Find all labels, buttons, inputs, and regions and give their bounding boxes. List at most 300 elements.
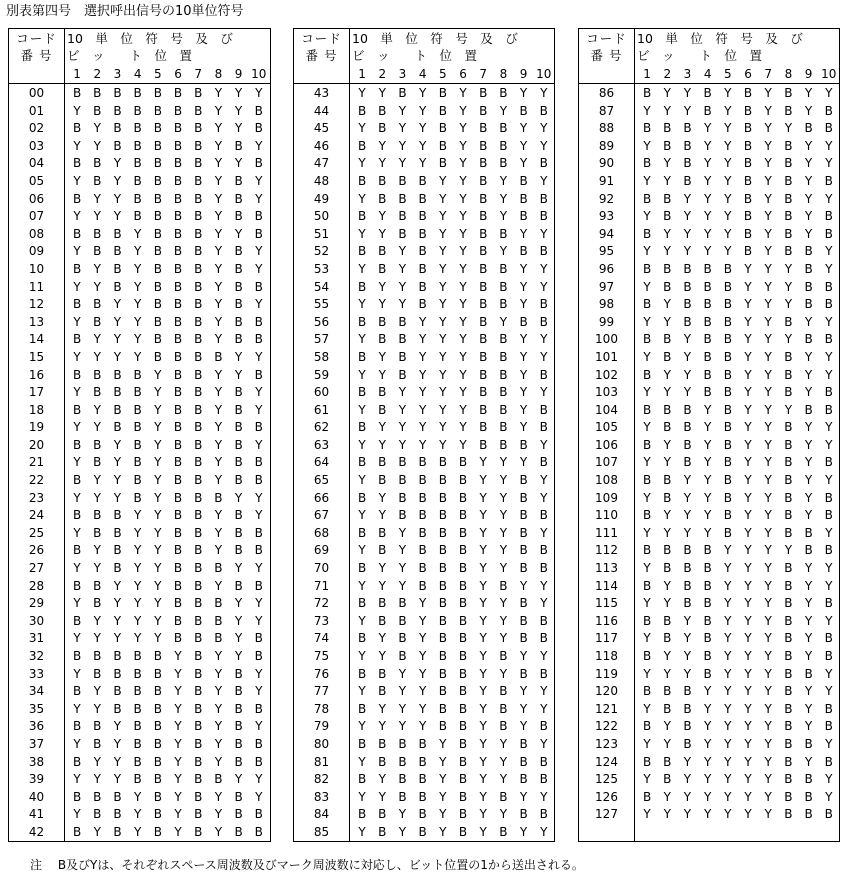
table-row [579,736,839,754]
bit-value: Y [744,543,752,558]
code-number: 90 [598,156,615,171]
table-row [579,454,839,472]
bit-value: Y [154,631,162,646]
bit-value: B [784,226,793,241]
bit-value: Y [744,297,752,312]
bit-value: Y [479,807,487,822]
bit-sequence [67,595,269,613]
code-number: 30 [28,613,45,628]
bit-value: Y [663,525,671,540]
bit-value: Y [643,561,651,576]
bit-value: Y [133,226,142,241]
code-number: 00 [28,86,45,100]
table-row [294,701,554,719]
bit-value: Y [398,279,407,294]
bit-sequence [67,437,269,455]
bit-value: Y [73,103,81,118]
bit-value: Y [499,191,508,206]
bit-value: B [683,173,692,188]
code-number: 94 [598,226,615,241]
bit-value: B [703,385,712,400]
bit-sequence [67,630,269,648]
code-number: 60 [313,385,330,400]
table-row [9,191,270,209]
bit-value: Y [804,191,813,206]
bit-value: B [194,666,203,681]
bit-value: Y [499,244,508,259]
bit-value: Y [479,772,487,787]
bit-value: B [72,543,82,558]
code-header-line2: 番 号 [20,48,53,63]
bit-sequence [67,824,269,842]
bit-value: B [438,578,447,593]
code-number: 83 [313,789,330,804]
bit-sequence [67,490,269,508]
bit-value: Y [784,261,793,276]
bit-value: Y [214,86,223,100]
bit-value: B [133,103,142,118]
bit-value: Y [744,789,752,804]
bit-value: B [378,473,387,488]
bit-value: Y [214,473,223,488]
bit-value: B [173,578,183,593]
bit-value: B [824,719,833,734]
bit-value: B [824,297,833,312]
bit-value: Y [764,385,772,400]
bit-sequence [352,824,554,842]
bit-value: B [539,367,548,382]
bit-value: Y [378,279,386,294]
code-number: 84 [313,807,330,822]
bit-sequence [67,155,269,173]
bit-value: B [254,332,263,347]
bit-sequence [352,595,554,613]
bit-value: B [458,754,468,769]
bit-value: Y [519,649,528,663]
bit-value: Y [519,226,528,241]
bit-value: Y [255,261,263,276]
table-row [579,578,839,596]
bit-value: Y [683,807,692,822]
bit-value: B [173,226,183,241]
bit-value: B [642,191,652,206]
bit-value: Y [255,86,263,100]
bit-value: B [133,719,142,734]
bit-sequence [67,666,269,684]
bit-value: Y [540,332,548,347]
bit-value: B [378,754,387,769]
bit-value: B [539,402,548,417]
bit-position-number: 8 [499,67,508,81]
bit-value: Y [804,314,813,329]
code-number: 38 [28,754,45,769]
bit-value: Y [113,332,122,347]
bit-value: B [683,156,692,171]
bit-value: B [194,754,203,769]
bit-value: Y [73,736,81,751]
bit-value: B [234,754,243,769]
code-number: 52 [313,244,330,259]
bit-value: Y [255,596,263,611]
bit-position-number: 5 [154,67,162,81]
bit-value: Y [804,156,813,171]
bit-value: Y [804,367,813,382]
bit-value: B [519,473,528,488]
bit-value: Y [133,613,142,628]
bit-value: B [723,261,732,276]
bit-value: B [113,226,122,241]
bit-value: B [234,508,243,523]
code-header-line1: コード [16,31,57,46]
bit-value: B [804,121,813,136]
bit-value: B [113,279,122,294]
bit-value: Y [703,173,712,188]
bit-value: B [153,103,162,118]
bit-value: B [784,191,793,206]
bit-value: Y [540,349,548,364]
bit-value: B [824,701,833,716]
bit-value: B [519,736,528,751]
bit-value: B [173,543,183,558]
bit-value: B [357,631,367,646]
bit-position-header [352,30,554,64]
bit-value: B [113,701,122,716]
bit-value: Y [683,649,692,663]
code-table-block-1 [8,28,271,842]
bit-value: Y [703,772,712,787]
bit-value: Y [133,596,142,611]
bit-value: B [153,666,162,681]
bit-value: Y [234,561,243,576]
bit-value: B [418,490,427,505]
bit-value: Y [459,349,467,364]
bit-value: Y [133,543,142,558]
bit-value: B [173,314,183,329]
code-number: 14 [28,332,45,347]
bit-value: Y [643,525,651,540]
code-number: 18 [28,402,45,417]
bit-value: B [194,543,203,558]
code-number: 118 [595,649,618,663]
bit-value: Y [784,402,793,417]
bit-value: B [72,473,82,488]
bit-value: B [438,103,447,118]
bit-value: B [398,332,407,347]
bit-value: B [173,367,183,382]
bit-value: Y [825,420,833,435]
bit-value: Y [540,138,548,153]
bit-value: Y [499,543,508,558]
bit-value: Y [663,385,671,400]
bit-value: B [824,596,833,611]
bit-value: Y [133,297,142,312]
bit-value: Y [214,455,223,470]
bit-value: B [784,684,793,699]
bit-sequence [637,454,839,472]
bit-value: Y [479,578,487,593]
bit-value: Y [703,719,712,734]
bit-value: B [398,772,407,787]
bit-sequence [352,155,554,173]
bit-value: Y [73,807,81,822]
bit-value: B [113,684,122,699]
bit-value: Y [439,824,447,839]
bit-value: Y [825,156,833,171]
bit-value: Y [398,701,407,716]
bit-value: B [234,402,243,417]
code-number: 88 [598,121,615,136]
bit-value: Y [703,490,712,505]
bit-value: Y [398,261,407,276]
table-row [9,472,270,490]
code-number: 06 [28,191,45,206]
table-row [9,789,270,807]
bit-value: Y [724,226,732,241]
bit-value: B [663,420,672,435]
bit-sequence [352,261,554,279]
bit-value: B [458,701,468,716]
bit-value: B [418,736,427,751]
bit-value: Y [214,121,223,136]
bit-sequence [67,736,269,754]
bit-value: B [784,666,793,681]
bit-sequence [352,771,554,789]
bit-value: B [378,455,387,470]
bit-value: Y [683,385,692,400]
bit-value: B [703,561,712,576]
bit-value: B [173,473,183,488]
bit-value: Y [499,736,508,751]
bit-value: B [214,613,223,628]
bit-value: Y [744,754,752,769]
bit-value: B [133,138,142,153]
bit-value: Y [113,754,122,769]
table-row [579,437,839,455]
bit-value: B [254,543,263,558]
bit-sequence [352,806,554,824]
bit-value: Y [113,297,122,312]
bit-value: B [824,490,833,505]
bit-value: B [153,279,162,294]
table-row [579,613,839,631]
bit-value: Y [764,314,772,329]
bit-value: B [398,455,407,470]
table-row [294,349,554,367]
bit-value: Y [439,261,447,276]
bit-position-numbers [67,67,269,82]
bit-value: Y [439,349,447,364]
bit-value: B [499,649,508,663]
bit-sequence [352,437,554,455]
table-row [294,296,554,314]
bit-value: B [458,473,468,488]
table-row [294,120,554,138]
bit-value: Y [804,173,813,188]
bit-value: Y [804,561,813,576]
bit-value: B [234,209,243,224]
bit-value: Y [174,666,182,681]
bit-value: B [743,226,753,241]
bit-value: Y [154,473,162,488]
bit-value: Y [744,261,752,276]
bit-value: B [539,807,548,822]
bit-value: B [703,543,712,558]
code-number: 114 [595,578,618,593]
code-number: 40 [28,789,45,804]
bit-value: B [398,226,407,241]
bit-value: Y [358,437,366,452]
bit-value: Y [724,543,732,558]
bit-value: Y [113,209,122,224]
bit-value: Y [398,666,407,681]
bit-value: Y [398,244,407,259]
bit-value: Y [113,156,122,171]
bit-value: Y [703,191,712,206]
bit-value: B [133,684,142,699]
bit-value: B [378,173,387,188]
bit-value: B [398,754,407,769]
code-number: 13 [28,314,45,329]
bit-value: B [784,86,793,100]
table-row [294,472,554,490]
bit-value: Y [643,173,651,188]
bit-position-number: 9 [234,67,243,81]
bit-value: Y [784,121,793,136]
code-number: 78 [313,701,330,716]
bit-value: Y [214,525,223,540]
bit-value: Y [439,279,447,294]
bit-value: Y [764,156,772,171]
bit-value: Y [214,824,223,839]
bit-value: B [357,279,367,294]
bit-value: Y [804,508,813,523]
bit-value: Y [499,314,508,329]
bit-value: Y [663,156,671,171]
table-row [294,542,554,560]
bit-value: B [254,209,263,224]
bit-value: Y [643,490,651,505]
code-number: 77 [313,684,330,699]
table-row [294,138,554,156]
bit-value: Y [703,226,712,241]
bit-value: Y [418,684,427,699]
bit-value: Y [744,332,752,347]
bit-value: B [93,455,102,470]
bit-value: Y [214,420,223,435]
bit-value: Y [234,103,243,118]
bit-value: B [173,490,183,505]
bit-value: B [479,402,488,417]
bit-value: B [824,402,833,417]
bit-sequence [67,771,269,789]
bit-value: Y [113,490,122,505]
bit-sequence [67,384,269,402]
bit-value: Y [459,103,467,118]
bit-value: Y [479,455,487,470]
bit-value: Y [825,191,833,206]
bit-value: Y [255,613,263,628]
bit-sequence [67,103,269,121]
bit-value: B [784,772,793,787]
bit-value: Y [418,596,427,611]
bit-value: B [153,824,162,839]
bit-sequence [637,120,839,138]
bit-value: B [398,613,407,628]
bit-value: Y [479,613,487,628]
bit-value: Y [744,578,752,593]
code-number: 109 [595,490,618,505]
bit-value: Y [255,173,263,188]
bit-value: Y [214,402,223,417]
bit-value: Y [133,349,142,364]
bit-value: Y [519,367,528,382]
table-row [9,402,270,420]
table-row [294,367,554,385]
bit-value: B [133,455,142,470]
bit-value: B [378,736,387,751]
bit-value: Y [378,631,386,646]
bit-value: Y [93,279,101,294]
bit-value: B [784,719,793,734]
code-number: 106 [595,437,618,452]
bit-value: Y [703,684,712,699]
table-row [294,789,554,807]
bit-value: B [458,455,468,470]
table-row [579,173,839,191]
bit-value: Y [764,437,772,452]
bit-value: Y [703,525,712,540]
bit-value: Y [764,490,772,505]
bit-value: B [723,385,732,400]
bit-value: B [72,367,82,382]
bit-value: Y [479,701,487,716]
bit-value: B [743,103,753,118]
bit-value: Y [825,578,833,593]
code-number-header [9,30,64,64]
bit-sequence [352,226,554,244]
bit-value: Y [174,719,182,734]
table-row [9,525,270,543]
bit-value: B [683,684,692,699]
bit-value: Y [93,684,101,699]
code-number: 33 [28,666,45,681]
bit-value: B [723,490,732,505]
bit-value: Y [93,209,101,224]
bit-value: Y [358,402,366,417]
code-number: 64 [313,455,330,470]
bit-value: Y [133,508,142,523]
bit-value: B [133,437,142,452]
code-number: 91 [598,173,615,188]
bit-value: Y [378,772,386,787]
bit-value: Y [643,596,651,611]
bit-value: Y [255,244,263,259]
bit-value: Y [764,209,772,224]
bit-value: Y [113,596,122,611]
bit-value: Y [825,261,833,276]
table-row [579,754,839,772]
bit-position-number: 9 [519,67,528,81]
bit-value: B [113,508,122,523]
bit-value: Y [234,226,243,241]
bit-value: Y [724,561,732,576]
bit-value: Y [744,631,752,646]
table-row [579,630,839,648]
bit-value: B [357,561,367,576]
bit-value: B [642,437,652,452]
bit-value: Y [93,261,101,276]
bit-value: Y [804,684,813,699]
